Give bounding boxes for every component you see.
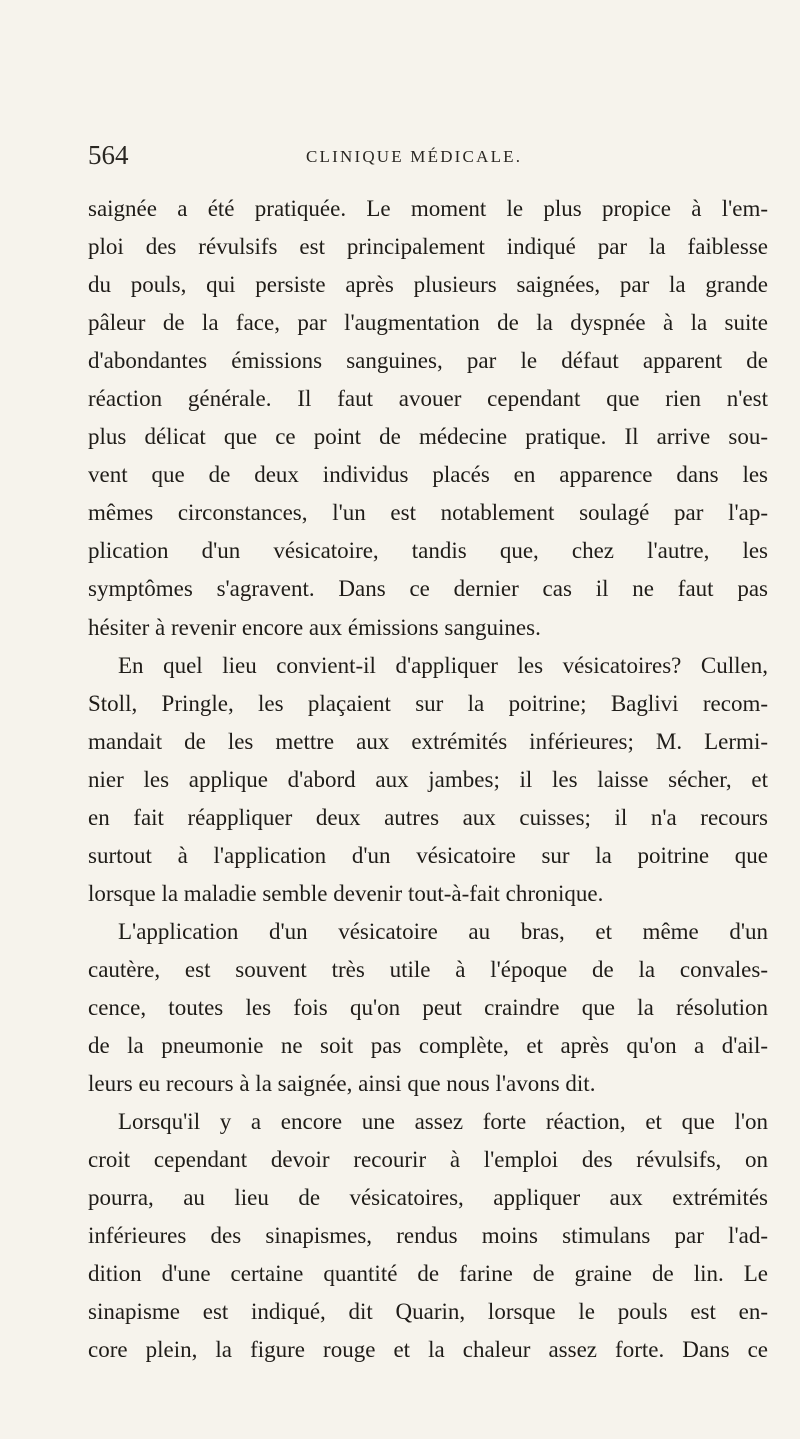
- text-line: inférieures des sinapismes, rendus moins stimulans par l'ad-: [88, 1223, 768, 1249]
- text-line: pâleur de la face, par l'augmentation de la dyspnée à la suite: [88, 310, 768, 336]
- text-line: core plein, la figure rouge et la chaleur assez forte. Dans ce: [88, 1337, 768, 1363]
- paragraph-start-line: Lorsqu'il y a encore une assez forte réaction, et que l'on: [118, 1109, 768, 1135]
- paragraph-start-line: En quel lieu convient-il d'appliquer les vésicatoires? Cullen,: [118, 652, 768, 678]
- text-line: mandait de les mettre aux extrémités inférieures; M. Lermi-: [88, 728, 768, 754]
- text-line: mêmes circonstances, l'un est notablement soulagé par l'ap-: [88, 500, 768, 526]
- running-head: CLINIQUE MÉDICALE.: [306, 147, 523, 166]
- text-line: plication d'un vésicatoire, tandis que, chez l'autre, les: [88, 538, 768, 564]
- text-line: nier les applique d'abord aux jambes; il les laisse sécher, et: [88, 766, 768, 792]
- text-line: pourra, au lieu de vésicatoires, appliquer aux extrémités: [88, 1185, 768, 1211]
- text-line: symptômes s'agravent. Dans ce dernier cas il ne faut pas: [88, 576, 768, 602]
- text-line: plus délicat que ce point de médecine pratique. Il arrive sou-: [88, 424, 768, 450]
- text-line: en fait réappliquer deux autres aux cuisses; il n'a recours: [88, 804, 768, 830]
- text-line: ploi des révulsifs est principalement indiqué par la faiblesse: [88, 234, 768, 260]
- body-text: [88, 190, 768, 1369]
- text-line: surtout à l'application d'un vésicatoire sur la poitrine que: [88, 842, 768, 868]
- text-line: du pouls, qui persiste après plusieurs saignées, par la grande: [88, 272, 768, 298]
- text-line: vent que de deux individus placés en apparence dans les: [88, 462, 768, 488]
- text-line: d'abondantes émissions sanguines, par le défaut apparent de: [88, 348, 768, 374]
- text-line: hésiter à revenir encore aux émissions sanguines.: [88, 614, 541, 640]
- text-line: réaction générale. Il faut avouer cependant que rien n'est: [88, 386, 768, 412]
- text-line: croit cependant devoir recourir à l'emploi des révulsifs, on: [88, 1147, 768, 1173]
- paragraph-start-line: L'application d'un vésicatoire au bras, et même d'un: [118, 918, 768, 944]
- text-line: cautère, est souvent très utile à l'époque de la convales-: [88, 956, 768, 982]
- text-line: saignée a été pratiquée. Le moment le plus propice à l'em-: [88, 196, 768, 221]
- text-line: dition d'une certaine quantité de farine de graine de lin. Le: [88, 1261, 768, 1287]
- page-number: 564: [88, 140, 129, 170]
- text-line: leurs eu recours à la saignée, ainsi que nous l'avons dit.: [88, 1071, 596, 1097]
- text-line: de la pneumonie ne soit pas complète, et après qu'on a d'ail-: [88, 1033, 768, 1059]
- page-header: [88, 140, 728, 180]
- text-line: Stoll, Pringle, les plaçaient sur la poitrine; Baglivi recom-: [88, 690, 768, 716]
- text-line: lorsque la maladie semble devenir tout-à-fait chronique.: [88, 880, 604, 906]
- text-line: sinapisme est indiqué, dit Quarin, lorsque le pouls est en-: [88, 1299, 768, 1325]
- text-line: cence, toutes les fois qu'on peut craindre que la résolution: [88, 994, 768, 1020]
